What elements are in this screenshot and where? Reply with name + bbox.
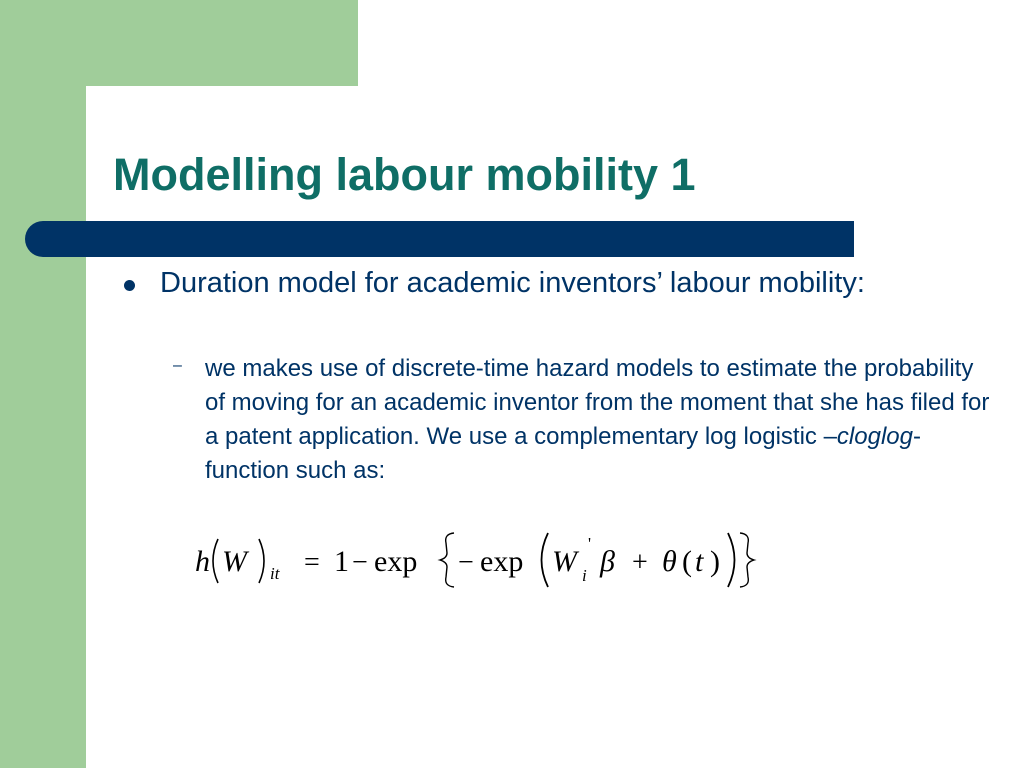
paren-open-2 xyxy=(542,533,549,587)
formula-W: W xyxy=(222,545,247,578)
formula-t-open: ( xyxy=(682,545,692,578)
brace-open xyxy=(440,533,454,587)
formula-minus-1: − xyxy=(352,547,368,578)
formula-exp-2: exp xyxy=(480,545,524,578)
paren-open-1 xyxy=(213,539,218,583)
bullet-level2-text: we makes use of discrete-time hazard models to estimate the probability of moving for an academic inventor from the moment that she has filed for a patent application. We use a complementary log logistic – xyxy=(205,355,990,450)
formula-Wi: W xyxy=(552,545,577,578)
formula-minus-2: − xyxy=(458,547,474,578)
formula-t-close: ) xyxy=(710,545,720,578)
formula-one: 1 xyxy=(334,545,349,578)
hazard-formula xyxy=(192,525,772,589)
formula-equals: = xyxy=(304,547,320,578)
formula-plus: + xyxy=(632,547,648,578)
formula-theta: θ xyxy=(662,545,677,578)
brace-close xyxy=(740,533,754,587)
formula-t: t xyxy=(695,545,704,578)
bullet-level2 xyxy=(205,352,995,488)
formula-sub-i: i xyxy=(582,566,587,585)
formula-sub-it: it xyxy=(270,564,280,583)
cloglog-italic: cloglog xyxy=(836,423,913,450)
green-left-band xyxy=(0,0,86,768)
formula-exp-1: exp xyxy=(374,545,418,578)
bullet-level1: Duration model for academic inventors’ labour mobility: xyxy=(160,267,865,299)
sub-bullet-dash: – xyxy=(173,357,182,374)
formula-prime: ' xyxy=(588,534,592,553)
formula-beta: β xyxy=(600,545,615,578)
title-underline-bar xyxy=(25,221,854,257)
paren-close-2 xyxy=(728,533,735,587)
bullet-dot-icon xyxy=(124,280,135,291)
formula-h: h xyxy=(195,545,210,578)
slide-title: Modelling labour mobility 1 xyxy=(113,149,696,200)
bullet-level2-tail: - function such as: xyxy=(205,423,921,484)
paren-close-1 xyxy=(259,539,264,583)
